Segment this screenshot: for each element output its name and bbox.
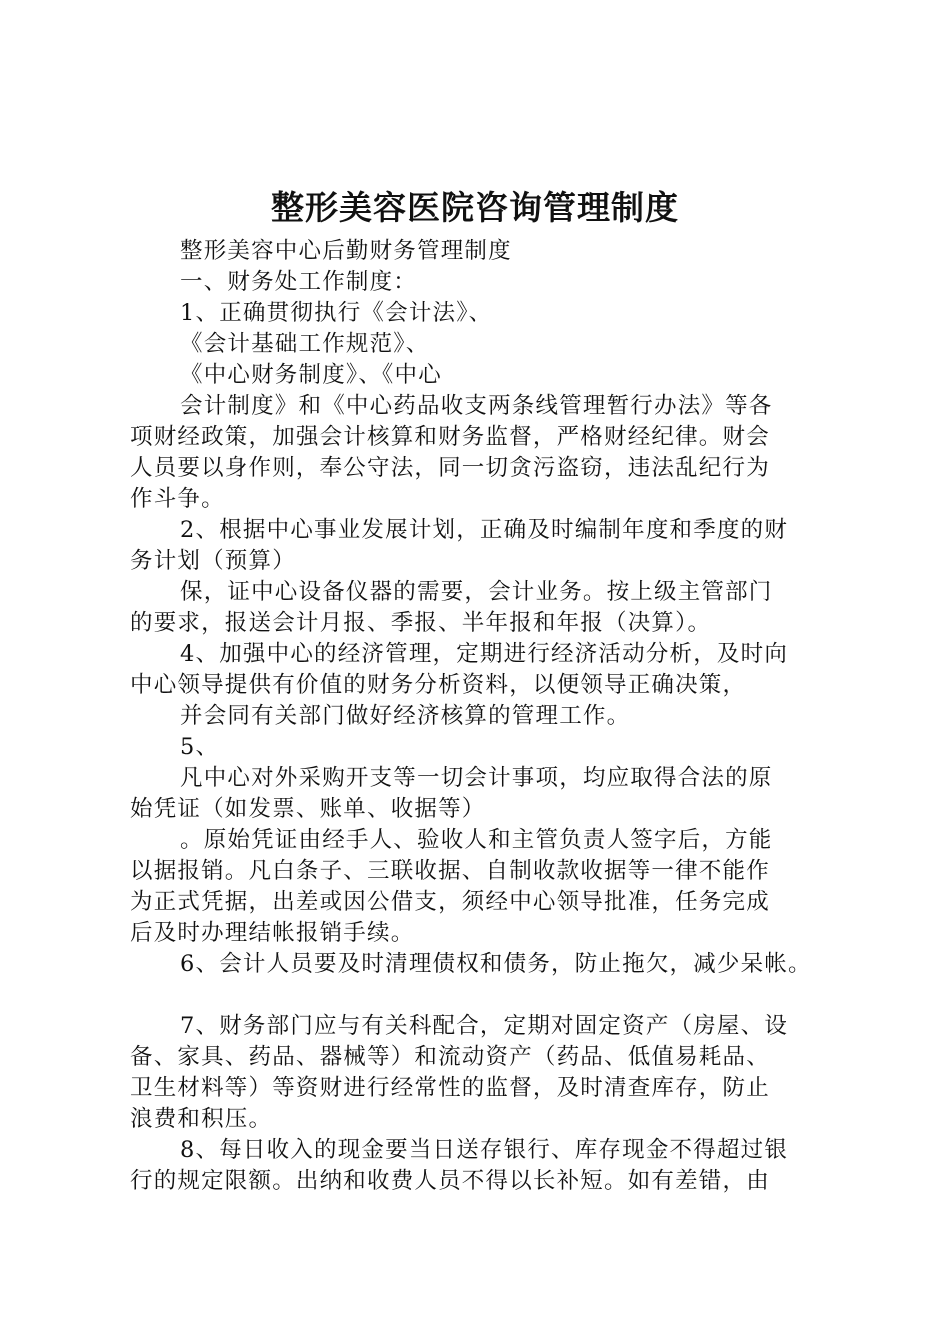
text-line: 凡中心对外采购开支等一切会计事项，均应取得合法的原 xyxy=(180,765,773,791)
text-line: 《会计基础工作规范》、 xyxy=(180,331,430,357)
text-line: 人员要以身作则，奉公守法，同一切贪污盗窃，违法乱纪行为 xyxy=(130,455,770,481)
blank-line xyxy=(130,980,850,1011)
text-line: 整形美容中心后勤财务管理制度 xyxy=(180,238,512,264)
text-line: 行的规定限额。出纳和收费人员不得以长补短。如有差错，由 xyxy=(130,1168,770,1194)
text-line: 。原始凭证由经手人、验收人和主管负责人签字后，方能 xyxy=(180,827,773,853)
text-line: 5、 xyxy=(180,734,220,760)
text-line: 8、每日收入的现金要当日送存银行、库存现金不得超过银 xyxy=(180,1137,789,1163)
text-line: 并会同有关部门做好经济核算的管理工作。 xyxy=(180,703,631,729)
text-line: 浪费和积压。 xyxy=(130,1106,273,1132)
text-line: 的要求，报送会计月报、季报、半年报和年报（决算）。 xyxy=(130,610,712,636)
text-line: 会计制度》和《中心药品收支两条线管理暂行办法》等各 xyxy=(180,393,773,419)
text-line: 《中心财务制度》、《中心 xyxy=(180,362,442,388)
text-line: 4、加强中心的经济管理，定期进行经济活动分析，及时向 xyxy=(180,641,789,667)
text-line: 一、财务处工作制度： xyxy=(180,269,418,295)
text-line: 2、根据中心事业发展计划，正确及时编制年度和季度的财 xyxy=(180,517,789,543)
text-line: 中心领导提供有价值的财务分析资料，以便领导正确决策， xyxy=(130,672,747,698)
document-body xyxy=(130,236,850,1197)
text-line: 后及时办理结帐报销手续。 xyxy=(130,920,415,946)
text-line: 备、家具、药品、器械等）和流动资产（药品、低值易耗品、 xyxy=(130,1044,770,1070)
text-line: 卫生材料等）等资财进行经常性的监督，及时清查库存，防止 xyxy=(130,1075,770,1101)
text-line: 始凭证（如发票、账单、收据等） xyxy=(130,796,486,822)
text-line: 为正式凭据，出差或因公借支，须经中心领导批准，任务完成 xyxy=(130,889,770,915)
text-line: 务计划（预算） xyxy=(130,548,296,574)
text-line: 项财经政策，加强会计核算和财务监督，严格财经纪律。财会 xyxy=(130,424,770,450)
text-line: 保，证中心设备仪器的需要，会计业务。按上级主管部门 xyxy=(180,579,773,605)
document-title: 整形美容医院咨询管理制度 xyxy=(271,188,679,227)
text-line: 以据报销。凡白条子、三联收据、自制收款收据等一律不能作 xyxy=(130,858,770,884)
text-line: 1、正确贯彻执行《会计法》、 xyxy=(180,300,493,326)
text-line: 6、会计人员要及时清理债权和债务，防止拖欠，减少呆帐。 xyxy=(180,951,812,977)
text-line: 作斗争。 xyxy=(130,486,225,512)
text-line: 7、财务部门应与有关科配合，定期对固定资产（房屋、设 xyxy=(180,1013,789,1039)
